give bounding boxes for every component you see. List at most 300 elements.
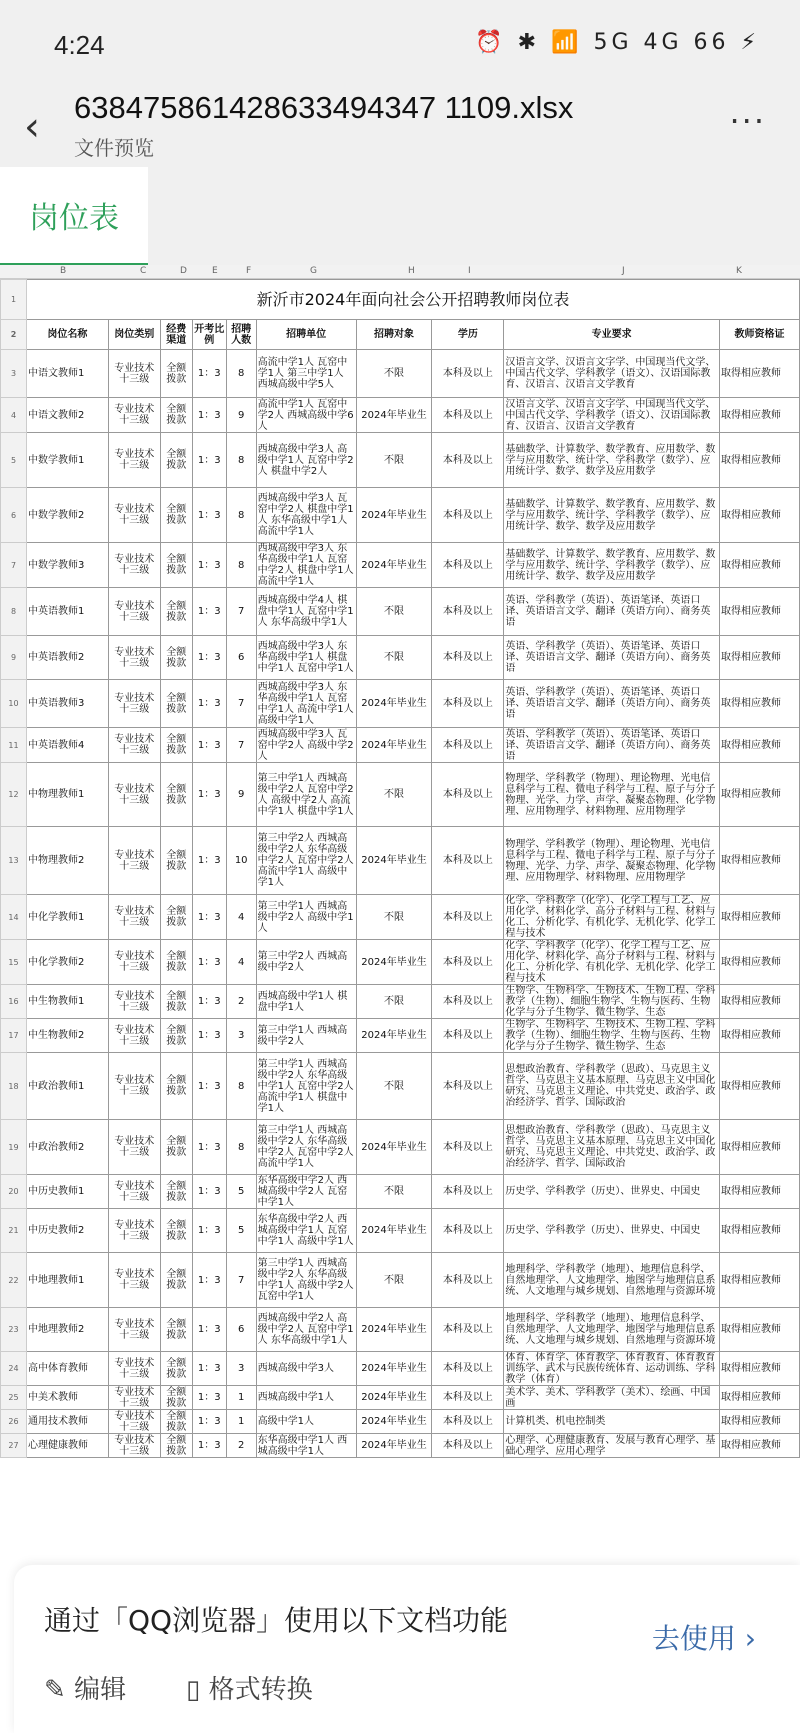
table-cell[interactable]: 1：3 <box>192 940 226 985</box>
edit-icon: ✎ <box>44 1675 75 1705</box>
table-cell[interactable]: 5 <box>226 1175 256 1209</box>
table-cell[interactable]: 2024年毕业生 <box>356 1019 432 1053</box>
table-cell[interactable]: 地理科学、学科教学（地理）、地理信息科学、自然地理学、人文地理学、地图学与地理信息系统、人文地理与城乡规划、自然地理与资源环境 <box>504 1253 720 1308</box>
row-number[interactable]: 7 <box>1 543 27 588</box>
table-cell[interactable]: 生物学、生物科学、生物技术、生物工程、学科教学（生物）、细胞生物学、生物与医药、生物化学与分子生物学、微生物学、生态 <box>504 1019 720 1053</box>
table-cell[interactable]: 1：3 <box>192 1253 226 1308</box>
table-cell[interactable]: 英语、学科教学（英语）、英语笔译、英语口译、英语语言文学、翻译（英语方向）、商务英语 <box>504 728 720 763</box>
table-cell[interactable]: 10 <box>226 827 256 895</box>
table-cell[interactable]: 专业技术十三级 <box>108 350 160 398</box>
table-cell[interactable]: 专业技术十三级 <box>108 827 160 895</box>
table-cell[interactable]: 全额拨款 <box>160 1352 192 1386</box>
table-cell[interactable]: 取得相应教师 <box>720 1175 800 1209</box>
table-cell[interactable]: 专业技术十三级 <box>108 1209 160 1253</box>
row-number[interactable]: 21 <box>1 1209 27 1253</box>
table-cell[interactable]: 全额拨款 <box>160 588 192 636</box>
table-cell[interactable]: 本科及以上 <box>432 1053 504 1120</box>
table-cell[interactable]: 高流中学1人 瓦窑中学1人 第三中学1人 西城高级中学5人 <box>256 350 356 398</box>
table-cell[interactable]: 专业技术十三级 <box>108 1053 160 1120</box>
row-number[interactable]: 4 <box>1 398 27 433</box>
table-cell[interactable]: 西城高级中学1人 棋盘中学1人 <box>256 985 356 1019</box>
column-header[interactable]: 招聘人数 <box>226 320 256 350</box>
table-cell[interactable]: 汉语言文学、汉语言文字学、中国现当代文学、中国古代文学、学科教学（语文）、汉语国际教育、汉语言、汉语言文学教育 <box>504 350 720 398</box>
table-cell[interactable]: 第三中学1人 西城高级中学2人 瓦窑中学2人 高级中学2人 高流中学1人 棋盘中学1人 <box>256 763 356 827</box>
table-cell[interactable]: 专业技术十三级 <box>108 1434 160 1458</box>
table-cell[interactable]: 英语、学科教学（英语）、英语笔译、英语口译、英语语言文学、翻译（英语方向）、商务英语 <box>504 636 720 680</box>
table-cell[interactable]: 第三中学1人 西城高级中学2人 东华高级中学2人 瓦窑中学2人 高流中学1人 <box>256 1120 356 1175</box>
table-cell[interactable]: 取得相应教师 <box>720 1019 800 1053</box>
row-number[interactable]: 5 <box>1 433 27 488</box>
table-cell[interactable]: 取得相应教师 <box>720 728 800 763</box>
table-cell[interactable]: 专业技术十三级 <box>108 543 160 588</box>
table-cell[interactable]: 专业技术十三级 <box>108 763 160 827</box>
table-cell[interactable]: 心理健康教师 <box>26 1434 108 1458</box>
table-cell[interactable]: 中英语教师1 <box>26 588 108 636</box>
row-number[interactable]: 19 <box>1 1120 27 1175</box>
table-cell[interactable]: 取得相应教师 <box>720 1434 800 1458</box>
table-cell[interactable]: 本科及以上 <box>432 763 504 827</box>
table-cell[interactable]: 全额拨款 <box>160 1308 192 1352</box>
table-cell[interactable]: 取得相应教师 <box>720 1209 800 1253</box>
table-cell[interactable]: 化学、学科教学（化学）、化学工程与工艺、应用化学、材料化学、高分子材料与工程、材料与化工、分析化学、有机化学、无机化学、化学工程与技术 <box>504 895 720 940</box>
table-cell[interactable]: 化学、学科教学（化学）、化学工程与工艺、应用化学、材料化学、高分子材料与工程、材料与化工、分析化学、有机化学、无机化学、化学工程与技术 <box>504 940 720 985</box>
table-cell[interactable]: 2024年毕业生 <box>356 1410 432 1434</box>
table-cell[interactable]: 取得相应教师 <box>720 895 800 940</box>
row-number[interactable]: 14 <box>1 895 27 940</box>
table-cell[interactable]: 2024年毕业生 <box>356 728 432 763</box>
table-cell[interactable]: 1 <box>226 1386 256 1410</box>
table-cell[interactable]: 2 <box>226 1434 256 1458</box>
row-number[interactable]: 2 <box>1 320 27 350</box>
table-cell[interactable]: 本科及以上 <box>432 827 504 895</box>
table-cell[interactable]: 不限 <box>356 1253 432 1308</box>
table-cell[interactable]: 1：3 <box>192 588 226 636</box>
table-cell[interactable]: 第三中学1人 西城高级中学2人 高级中学1人 <box>256 895 356 940</box>
column-header[interactable]: 学历 <box>432 320 504 350</box>
table-cell[interactable]: 不限 <box>356 588 432 636</box>
table-cell[interactable]: 1：3 <box>192 1019 226 1053</box>
more-options-icon[interactable]: ··· <box>729 102 766 140</box>
row-number[interactable]: 23 <box>1 1308 27 1352</box>
table-cell[interactable]: 2024年毕业生 <box>356 827 432 895</box>
table-cell[interactable]: 汉语言文学、汉语言文字学、中国现当代文学、中国古代文学、学科教学（语文）、汉语国际教育、汉语言、汉语言文学教育 <box>504 398 720 433</box>
table-cell[interactable]: 本科及以上 <box>432 680 504 728</box>
table-cell[interactable]: 物理学、学科教学（物理）、理论物理、光电信息科学与工程、微电子科学与工程、原子与分子物理、光学、力学、声学、凝聚态物理、化学物理、应用物理学、材料物理、应用物理学 <box>504 827 720 895</box>
row-number[interactable]: 9 <box>1 636 27 680</box>
table-cell[interactable]: 通用技术教师 <box>26 1410 108 1434</box>
row-number[interactable]: 27 <box>1 1434 27 1458</box>
table-cell[interactable]: 取得相应教师 <box>720 543 800 588</box>
row-number[interactable]: 26 <box>1 1410 27 1434</box>
table-cell[interactable]: 计算机类、机电控制类 <box>504 1410 720 1434</box>
table-cell[interactable]: 3 <box>226 1352 256 1386</box>
table-cell[interactable]: 西城高级中学3人 瓦窑中学2人 棋盘中学1人 东华高级中学1人 高流中学1人 <box>256 488 356 543</box>
table-cell[interactable]: 2024年毕业生 <box>356 398 432 433</box>
table-cell[interactable]: 本科及以上 <box>432 1120 504 1175</box>
table-cell[interactable]: 基础数学、计算数学、数学教育、应用数学、数学与应用数学、统计学、学科教学（数学）、应用统计学、数学、数学及应用数学 <box>504 488 720 543</box>
table-cell[interactable]: 本科及以上 <box>432 636 504 680</box>
row-number[interactable]: 24 <box>1 1352 27 1386</box>
table-cell[interactable]: 高级中学1人 <box>256 1410 356 1434</box>
table-cell[interactable]: 第三中学1人 西城高级中学2人 东华高级中学1人 瓦窑中学2人 高流中学1人 棋盘中学1人 <box>256 1053 356 1120</box>
table-cell[interactable]: 不限 <box>356 350 432 398</box>
table-cell[interactable]: 专业技术十三级 <box>108 728 160 763</box>
table-cell[interactable]: 全额拨款 <box>160 895 192 940</box>
table-cell[interactable]: 西城高级中学4人 棋盘中学1人 瓦窑中学1人 东华高级中学1人 <box>256 588 356 636</box>
column-letter: H <box>408 266 415 276</box>
table-cell[interactable]: 取得相应教师 <box>720 985 800 1019</box>
table-cell[interactable]: 8 <box>226 488 256 543</box>
row-number[interactable]: 1 <box>1 280 27 320</box>
table-cell[interactable]: 9 <box>226 398 256 433</box>
table-cell[interactable]: 中美术教师 <box>26 1386 108 1410</box>
table-cell[interactable]: 1：3 <box>192 1053 226 1120</box>
table-cell[interactable]: 生物学、生物科学、生物技术、生物工程、学科教学（生物）、细胞生物学、生物与医药、生物化学与分子生物学、微生物学、生态 <box>504 985 720 1019</box>
table-cell[interactable]: 第三中学2人 西城高级中学2人 东华高级中学2人 瓦窑中学2人 高流中学1人 高级中学1人 <box>256 827 356 895</box>
table-cell[interactable]: 1：3 <box>192 636 226 680</box>
table-cell[interactable]: 中化学教师2 <box>26 940 108 985</box>
table-cell[interactable]: 全额拨款 <box>160 488 192 543</box>
table-cell[interactable]: 取得相应教师 <box>720 1308 800 1352</box>
table-cell[interactable]: 东华高级中学1人 西城高级中学1人 <box>256 1434 356 1458</box>
table-cell[interactable]: 全额拨款 <box>160 1386 192 1410</box>
table-cell[interactable]: 全额拨款 <box>160 543 192 588</box>
table-cell[interactable]: 本科及以上 <box>432 1434 504 1458</box>
column-header[interactable]: 开考比例 <box>192 320 226 350</box>
table-cell[interactable]: 1：3 <box>192 985 226 1019</box>
table-cell[interactable]: 中数学教师2 <box>26 488 108 543</box>
table-cell[interactable]: 英语、学科教学（英语）、英语笔译、英语口译、英语语言文学、翻译（英语方向）、商务英语 <box>504 588 720 636</box>
row-number[interactable]: 22 <box>1 1253 27 1308</box>
table-cell[interactable]: 不限 <box>356 433 432 488</box>
table-cell[interactable]: 本科及以上 <box>432 1308 504 1352</box>
spreadsheet[interactable] <box>0 265 800 1733</box>
table-cell[interactable]: 2024年毕业生 <box>356 488 432 543</box>
table-cell[interactable]: 高流中学1人 瓦窑中学2人 西城高级中学6人 <box>256 398 356 433</box>
table-cell[interactable]: 取得相应教师 <box>720 588 800 636</box>
table-cell[interactable]: 中物理教师2 <box>26 827 108 895</box>
table-cell[interactable]: 7 <box>226 728 256 763</box>
table-cell[interactable]: 本科及以上 <box>432 985 504 1019</box>
table-cell[interactable]: 取得相应教师 <box>720 1253 800 1308</box>
table-cell[interactable]: 全额拨款 <box>160 1120 192 1175</box>
table-cell[interactable]: 2024年毕业生 <box>356 1308 432 1352</box>
table-cell[interactable]: 取得相应教师 <box>720 636 800 680</box>
table-cell[interactable]: 西城高级中学3人 瓦窑中学2人 高级中学2人 <box>256 728 356 763</box>
table-cell[interactable]: 全额拨款 <box>160 1175 192 1209</box>
edit-button[interactable] <box>44 1669 126 1706</box>
table-cell[interactable]: 本科及以上 <box>432 1253 504 1308</box>
status-icons: ⏰ ✱ 📶 5G 4G 66 ⚡ <box>475 30 760 55</box>
table-cell[interactable]: 中物理教师1 <box>26 763 108 827</box>
table-cell[interactable]: 全额拨款 <box>160 1410 192 1434</box>
table-cell[interactable]: 中语文教师2 <box>26 398 108 433</box>
column-header[interactable]: 经费渠道 <box>160 320 192 350</box>
table-cell[interactable]: 中英语教师4 <box>26 728 108 763</box>
table-cell[interactable]: 4 <box>226 940 256 985</box>
table-cell[interactable]: 思想政治教育、学科教学（思政）、马克思主义哲学、马克思主义基本原理、马克思主义中国化研究、马克思主义理论、中共党史、政治学、政治经济学、哲学、国际政治 <box>504 1053 720 1120</box>
table-cell[interactable]: 西城高级中学3人 高级中学1人 瓦窑中学2人 棋盘中学2人 <box>256 433 356 488</box>
table-cell[interactable]: 2024年毕业生 <box>356 940 432 985</box>
table-cell[interactable]: 取得相应教师 <box>720 1352 800 1386</box>
table-cell[interactable]: 5 <box>226 1209 256 1253</box>
table-cell[interactable]: 8 <box>226 433 256 488</box>
back-arrow-icon[interactable]: ‹ <box>24 104 40 150</box>
table-cell[interactable]: 1：3 <box>192 1175 226 1209</box>
table-cell[interactable]: 心理学、心理健康教育、发展与教育心理学、基础心理学、应用心理学 <box>504 1434 720 1458</box>
row-number[interactable]: 6 <box>1 488 27 543</box>
table-cell[interactable]: 不限 <box>356 1053 432 1120</box>
table-cell[interactable]: 7 <box>226 1253 256 1308</box>
table-cell[interactable]: 1：3 <box>192 1434 226 1458</box>
table-cell[interactable]: 专业技术十三级 <box>108 1308 160 1352</box>
table-cell[interactable]: 不限 <box>356 1175 432 1209</box>
table-cell[interactable]: 1：3 <box>192 1209 226 1253</box>
table-cell[interactable]: 取得相应教师 <box>720 350 800 398</box>
table-cell[interactable]: 4 <box>226 895 256 940</box>
table-cell[interactable]: 7 <box>226 680 256 728</box>
table-cell[interactable]: 专业技术十三级 <box>108 1253 160 1308</box>
table-cell[interactable]: 全额拨款 <box>160 1209 192 1253</box>
table-cell[interactable]: 全额拨款 <box>160 728 192 763</box>
table-cell[interactable]: 1：3 <box>192 763 226 827</box>
row-number[interactable]: 11 <box>1 728 27 763</box>
qq-browser-banner <box>14 1565 800 1733</box>
table-cell[interactable]: 本科及以上 <box>432 543 504 588</box>
table-cell[interactable]: 本科及以上 <box>432 1386 504 1410</box>
table-cell[interactable]: 中历史教师1 <box>26 1175 108 1209</box>
table-cell[interactable]: 西城高级中学1人 <box>256 1386 356 1410</box>
table-cell[interactable]: 本科及以上 <box>432 1352 504 1386</box>
row-number[interactable]: 12 <box>1 763 27 827</box>
table-cell[interactable]: 全额拨款 <box>160 1253 192 1308</box>
table-cell[interactable]: 全额拨款 <box>160 636 192 680</box>
table-cell[interactable]: 全额拨款 <box>160 1053 192 1120</box>
table-cell[interactable]: 本科及以上 <box>432 940 504 985</box>
table-cell[interactable]: 8 <box>226 1053 256 1120</box>
table-cell[interactable]: 西城高级中学3人 东华高级中学1人 瓦窑中学2人 棋盘中学1人 高流中学1人 <box>256 543 356 588</box>
table-cell[interactable]: 1：3 <box>192 398 226 433</box>
table-cell[interactable]: 本科及以上 <box>432 1175 504 1209</box>
table-cell[interactable]: 1：3 <box>192 1352 226 1386</box>
table-cell[interactable]: 中化学教师1 <box>26 895 108 940</box>
table-cell[interactable]: 取得相应教师 <box>720 488 800 543</box>
table-cell[interactable]: 2024年毕业生 <box>356 1209 432 1253</box>
table-cell[interactable]: 基础数学、计算数学、数学教育、应用数学、数学与应用数学、统计学、学科教学（数学）、应用统计学、数学、数学及应用数学 <box>504 433 720 488</box>
table-cell[interactable]: 中政治教师2 <box>26 1120 108 1175</box>
table-cell[interactable]: 本科及以上 <box>432 588 504 636</box>
table-cell[interactable]: 1：3 <box>192 1410 226 1434</box>
row-number[interactable]: 16 <box>1 985 27 1019</box>
table-cell[interactable]: 1：3 <box>192 350 226 398</box>
table-cell[interactable]: 专业技术十三级 <box>108 985 160 1019</box>
table-cell[interactable]: 体育、体育学、体育教学、体育教育、体育教育训练学、武术与民族传统体育、运动训练、学科教学（体育） <box>504 1352 720 1386</box>
table-cell[interactable]: 取得相应教师 <box>720 1410 800 1434</box>
table-cell[interactable]: 专业技术十三级 <box>108 940 160 985</box>
table-cell[interactable]: 思想政治教育、学科教学（思政）、马克思主义哲学、马克思主义基本原理、马克思主义中国化研究、马克思主义理论、中共党史、政治学、政治经济学、哲学、国际政治 <box>504 1120 720 1175</box>
row-number[interactable]: 25 <box>1 1386 27 1410</box>
table-cell[interactable]: 地理科学、学科教学（地理）、地理信息科学、自然地理学、人文地理学、地图学与地理信息系统、人文地理与城乡规划、自然地理与资源环境 <box>504 1308 720 1352</box>
table-cell[interactable]: 6 <box>226 636 256 680</box>
table-cell[interactable]: 2024年毕业生 <box>356 1352 432 1386</box>
table-cell[interactable]: 1：3 <box>192 827 226 895</box>
table-cell[interactable]: 专业技术十三级 <box>108 895 160 940</box>
table-cell[interactable]: 专业技术十三级 <box>108 1410 160 1434</box>
table-cell[interactable]: 1：3 <box>192 1120 226 1175</box>
table-cell[interactable]: 第三中学1人 西城高级中学2人 <box>256 1019 356 1053</box>
table-cell[interactable]: 全额拨款 <box>160 763 192 827</box>
table-cell[interactable]: 1：3 <box>192 433 226 488</box>
table-cell[interactable]: 中政治教师1 <box>26 1053 108 1120</box>
table-cell[interactable]: 6 <box>226 1308 256 1352</box>
table-cell[interactable]: 取得相应教师 <box>720 763 800 827</box>
table-cell[interactable]: 专业技术十三级 <box>108 488 160 543</box>
table-cell[interactable]: 历史学、学科教学（历史）、世界史、中国史 <box>504 1209 720 1253</box>
column-header[interactable]: 岗位名称 <box>26 320 108 350</box>
table-cell[interactable]: 第三中学1人 西城高级中学2人 东华高级中学1人 高级中学2人 瓦窑中学1人 <box>256 1253 356 1308</box>
row-number[interactable]: 13 <box>1 827 27 895</box>
table-cell[interactable]: 中历史教师2 <box>26 1209 108 1253</box>
table-cell[interactable]: 全额拨款 <box>160 398 192 433</box>
table-cell[interactable]: 专业技术十三级 <box>108 1175 160 1209</box>
go-use-button[interactable]: 去使用 › <box>651 1622 756 1655</box>
table-cell[interactable]: 全额拨款 <box>160 1019 192 1053</box>
row-number[interactable]: 8 <box>1 588 27 636</box>
table-cell[interactable]: 全额拨款 <box>160 940 192 985</box>
table-cell[interactable]: 高中体育教师 <box>26 1352 108 1386</box>
table-cell[interactable]: 专业技术十三级 <box>108 1019 160 1053</box>
table-cell[interactable]: 不限 <box>356 763 432 827</box>
table-cell[interactable]: 中英语教师2 <box>26 636 108 680</box>
table-cell[interactable]: 2024年毕业生 <box>356 1120 432 1175</box>
row-number[interactable]: 10 <box>1 680 27 728</box>
table-cell[interactable]: 基础数学、计算数学、数学教育、应用数学、数学与应用数学、统计学、学科教学（数学）、应用统计学、数学、数学及应用数学 <box>504 543 720 588</box>
table-cell[interactable]: 西城高级中学3人 <box>256 1352 356 1386</box>
table-cell[interactable]: 本科及以上 <box>432 728 504 763</box>
table-cell[interactable]: 3 <box>226 1019 256 1053</box>
format-convert-button[interactable] <box>186 1669 313 1706</box>
table-cell[interactable]: 英语、学科教学（英语）、英语笔译、英语口译、英语语言文学、翻译（英语方向）、商务英语 <box>504 680 720 728</box>
column-header[interactable]: 岗位类别 <box>108 320 160 350</box>
table-cell[interactable]: 取得相应教师 <box>720 680 800 728</box>
table-cell[interactable]: 本科及以上 <box>432 1019 504 1053</box>
table-cell[interactable]: 本科及以上 <box>432 1410 504 1434</box>
table-cell[interactable]: 中数学教师3 <box>26 543 108 588</box>
table-cell[interactable]: 2024年毕业生 <box>356 543 432 588</box>
table-cell[interactable]: 取得相应教师 <box>720 827 800 895</box>
table-cell[interactable]: 本科及以上 <box>432 1209 504 1253</box>
table-cell[interactable]: 美术学、美术、学科教学（美术）、绘画、中国画 <box>504 1386 720 1410</box>
table-cell[interactable]: 8 <box>226 543 256 588</box>
row-number[interactable]: 15 <box>1 940 27 985</box>
table-cell[interactable]: 本科及以上 <box>432 398 504 433</box>
table-cell[interactable]: 中生物教师2 <box>26 1019 108 1053</box>
table-cell[interactable]: 中地理教师2 <box>26 1308 108 1352</box>
table-cell[interactable]: 7 <box>226 588 256 636</box>
row-number[interactable]: 18 <box>1 1053 27 1120</box>
table-cell[interactable]: 专业技术十三级 <box>108 680 160 728</box>
table-cell[interactable]: 1：3 <box>192 543 226 588</box>
tab-sheet[interactable]: 岗位表 <box>0 167 148 267</box>
column-header[interactable]: 专业要求 <box>504 320 720 350</box>
table-cell[interactable]: 取得相应教师 <box>720 940 800 985</box>
table-cell[interactable]: 本科及以上 <box>432 433 504 488</box>
table-cell[interactable]: 专业技术十三级 <box>108 1352 160 1386</box>
table-cell[interactable]: 1 <box>226 1410 256 1434</box>
table-cell[interactable]: 西城高级中学3人 东华高级中学1人 棋盘中学1人 瓦窑中学1人 <box>256 636 356 680</box>
table-cell[interactable]: 专业技术十三级 <box>108 398 160 433</box>
table-cell[interactable]: 西城高级中学2人 高级中学2人 瓦窑中学1人 东华高级中学1人 <box>256 1308 356 1352</box>
table-cell[interactable]: 取得相应教师 <box>720 398 800 433</box>
table-cell[interactable]: 物理学、学科教学（物理）、理论物理、光电信息科学与工程、微电子科学与工程、原子与分子物理、光学、力学、声学、凝聚态物理、化学物理、应用物理学、材料物理、应用物理学 <box>504 763 720 827</box>
table-cell[interactable]: 不限 <box>356 636 432 680</box>
row-number[interactable]: 20 <box>1 1175 27 1209</box>
table-cell[interactable]: 取得相应教师 <box>720 433 800 488</box>
row-number[interactable]: 3 <box>1 350 27 398</box>
table-cell[interactable]: 1：3 <box>192 1386 226 1410</box>
table-cell[interactable]: 本科及以上 <box>432 895 504 940</box>
table-cell[interactable]: 中英语教师3 <box>26 680 108 728</box>
table-row <box>1 488 800 543</box>
table-cell[interactable]: 专业技术十三级 <box>108 636 160 680</box>
sheet-title[interactable]: 新沂市2024年面向社会公开招聘教师岗位表 <box>26 280 799 320</box>
table-cell[interactable]: 全额拨款 <box>160 985 192 1019</box>
table-cell[interactable]: 专业技术十三级 <box>108 1120 160 1175</box>
table-cell[interactable]: 8 <box>226 1120 256 1175</box>
table-cell[interactable]: 取得相应教师 <box>720 1120 800 1175</box>
table-cell[interactable]: 2024年毕业生 <box>356 680 432 728</box>
column-header[interactable]: 招聘对象 <box>356 320 432 350</box>
table-cell[interactable]: 中语文教师1 <box>26 350 108 398</box>
table-cell[interactable]: 中生物教师1 <box>26 985 108 1019</box>
table-cell[interactable]: 东华高级中学2人 西城高级中学2人 瓦窑中学1人 <box>256 1175 356 1209</box>
table-cell[interactable]: 全额拨款 <box>160 1434 192 1458</box>
table-cell[interactable]: 全额拨款 <box>160 680 192 728</box>
table-cell[interactable]: 中数学教师1 <box>26 433 108 488</box>
table-cell[interactable]: 1：3 <box>192 728 226 763</box>
column-header[interactable]: 教师资格证 <box>720 320 800 350</box>
table-cell[interactable]: 取得相应教师 <box>720 1053 800 1120</box>
table-cell[interactable]: 取得相应教师 <box>720 1386 800 1410</box>
table-cell[interactable]: 第三中学2人 西城高级中学2人 <box>256 940 356 985</box>
table-cell[interactable]: 历史学、学科教学（历史）、世界史、中国史 <box>504 1175 720 1209</box>
table-cell[interactable]: 2024年毕业生 <box>356 1386 432 1410</box>
table-cell[interactable]: 专业技术十三级 <box>108 433 160 488</box>
table-cell[interactable]: 2024年毕业生 <box>356 1434 432 1458</box>
table-cell[interactable]: 1：3 <box>192 680 226 728</box>
table-cell[interactable]: 1：3 <box>192 488 226 543</box>
table-cell[interactable]: 不限 <box>356 895 432 940</box>
table-cell[interactable]: 全额拨款 <box>160 350 192 398</box>
table-cell[interactable]: 不限 <box>356 985 432 1019</box>
table-cell[interactable]: 8 <box>226 350 256 398</box>
table-cell[interactable]: 本科及以上 <box>432 488 504 543</box>
table-cell[interactable]: 西城高级中学3人 东华高级中学1人 瓦窑中学1人 高流中学1人 高级中学1人 <box>256 680 356 728</box>
table-cell[interactable]: 2 <box>226 985 256 1019</box>
table-cell[interactable]: 中地理教师1 <box>26 1253 108 1308</box>
table-cell[interactable]: 专业技术十三级 <box>108 588 160 636</box>
table-cell[interactable]: 专业技术十三级 <box>108 1386 160 1410</box>
column-header[interactable]: 招聘单位 <box>256 320 356 350</box>
table-cell[interactable]: 东华高级中学2人 西城高级中学1人 瓦窑中学1人 高级中学1人 <box>256 1209 356 1253</box>
table-cell[interactable]: 1：3 <box>192 1308 226 1352</box>
table-cell[interactable]: 9 <box>226 763 256 827</box>
table-cell[interactable]: 1：3 <box>192 895 226 940</box>
row-number[interactable]: 17 <box>1 1019 27 1053</box>
table-cell[interactable]: 全额拨款 <box>160 827 192 895</box>
table-cell[interactable]: 本科及以上 <box>432 350 504 398</box>
table-cell[interactable]: 全额拨款 <box>160 433 192 488</box>
